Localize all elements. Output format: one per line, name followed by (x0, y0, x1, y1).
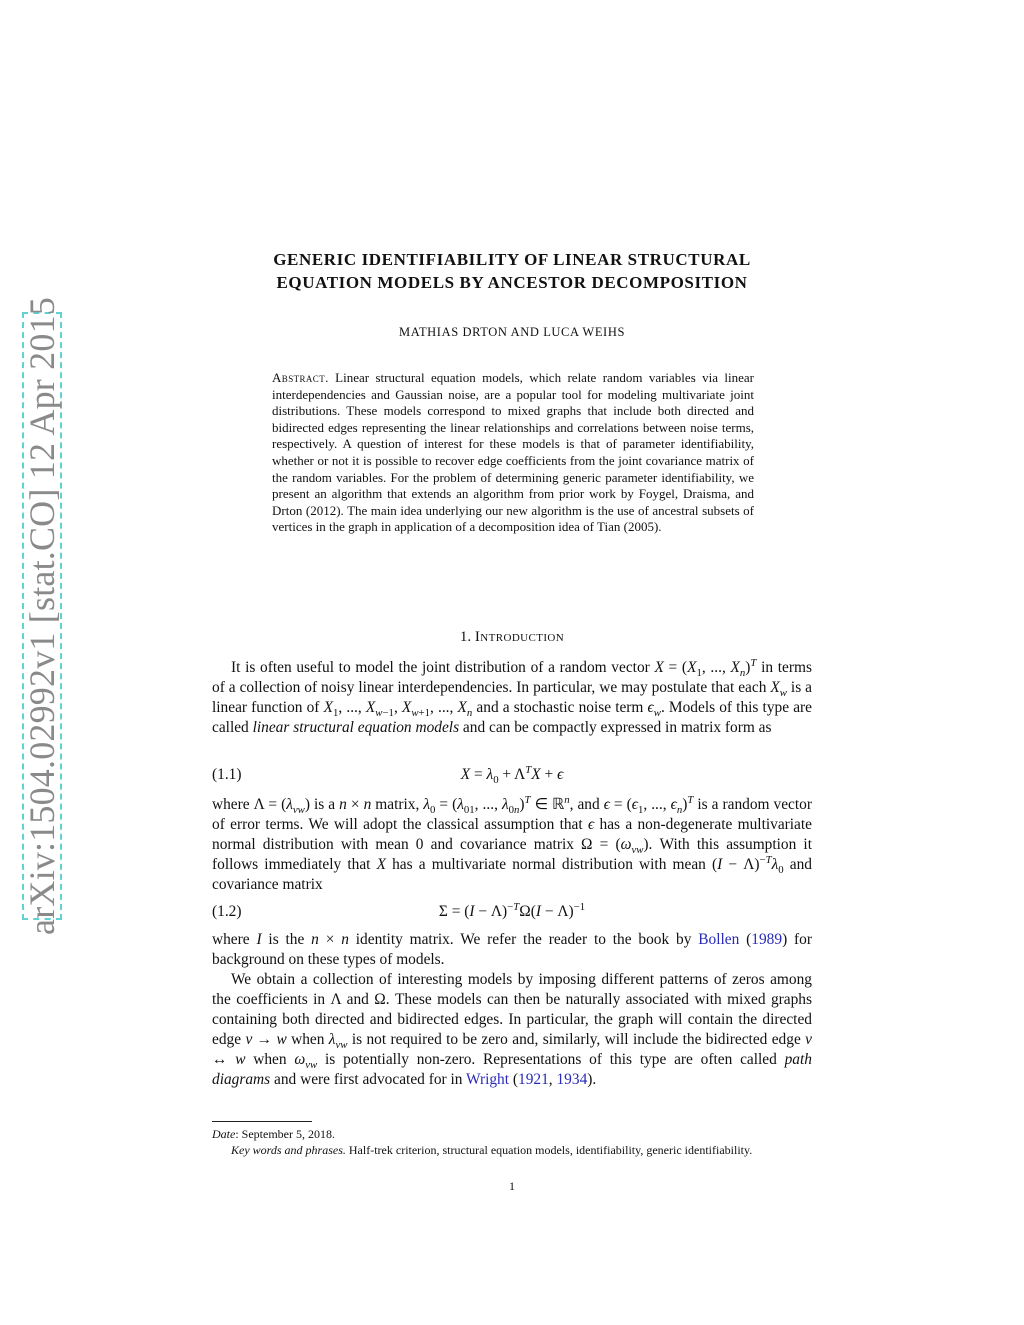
arxiv-identifier: arXiv:1504.02992v1 [stat.CO] 12 Apr 2015 (22, 297, 62, 935)
footnote-date: Date: September 5, 2018. (212, 1127, 335, 1141)
paper-title-line-2: EQUATION MODELS BY ANCESTOR DECOMPOSITION (276, 273, 748, 292)
paragraph-3: where I is the n × n identity matrix. We refer the reader to the book by Bollen (1989) for background on these types of models. (212, 931, 812, 968)
citation-link-bollen-year[interactable]: 1989 (751, 931, 783, 948)
paragraph-1: It is often useful to model the joint distribution of a random vector $X = (X_1$, ..., $X_n)^T$ in terms of a collection of noisy linear interdependencies. In particular, we may postulate that each $X_w$ is a linear function of $X_1$, ..., $X_{w-1}$, $X_{w+1}$, ..., $X_n$ and a stochastic noise term $\epsilon_w$. Models of this type are called linear structural equation models and can be compactly expressed in matrix form as (212, 656, 812, 736)
footnote-keywords-value: Half-trek criterion, structural equation models, identifiability, generic identifiability. (348, 1142, 753, 1157)
footnote-keywords-label: Key words and phrases. (231, 1142, 346, 1157)
citation-link-wright-1934[interactable]: 1934 (556, 1071, 588, 1088)
equation-number: (1.1) (212, 766, 242, 783)
paper-title-line-1: GENERIC IDENTIFIABILITY OF LINEAR STRUCTURAL (273, 250, 751, 269)
section-heading (200, 629, 824, 646)
equation-formula: $\Sigma = (I - \Lambda)^{-T}\Omega(I - \Lambda)^{-1}$ (438, 900, 586, 920)
citation-link-wright[interactable]: Wright (466, 1071, 510, 1088)
equation-1-2 (212, 900, 812, 925)
paragraph-2: where $\Lambda = (\lambda_{vw})$ is a n × n matrix, $\lambda_0 = (\lambda_{01}$, ..., $\lambda_{0n})^T$ ∈ ℝ$^n$, and $\epsilon = (\epsilon_1$, ..., $\epsilon_n)^T$ is a random vector of error terms. We will adopt the classical assumption that ϵ has a non-degenerate multivariate normal distribution with mean 0 and covariance matrix $\Omega = (\omega_{vw})$. With this assumption it follows immediately that X has a multivariate normal distribution with mean $(I - \Lambda)^{-T}\lambda_0$ and covariance matrix (212, 793, 812, 893)
arxiv-side-stamp (22, 297, 62, 935)
paragraph-4: We obtain a collection of interesting models by imposing different patterns of zeros among the coefficients in Λ and Ω. These models can then be naturally associated with mixed graphs containing both directed and bidirected edges. In particular, the graph will contain the directed edge v → w when $\lambda_{vw}$ is not required to be zero and, similarly, will include the bidirected edge v ↔ w when $\omega_{vw}$ is potentially non-zero. Representations of this type are often called path diagrams and were first advocated for in Wright (1921, 1934). (212, 971, 812, 1088)
page-number: 1 (509, 1179, 515, 1193)
citation-link-bollen[interactable]: Bollen (698, 931, 740, 948)
equation-number: (1.2) (212, 903, 242, 920)
footnote-date-value: September 5, 2018. (241, 1127, 335, 1141)
footnotes (212, 1127, 812, 1158)
section-title: Introduction (474, 629, 565, 645)
equation-formula: $X = \lambda_0 + \Lambda^TX + \epsilon$ (460, 763, 564, 787)
footnote-keywords (212, 1143, 812, 1159)
section-number: 1. (459, 629, 472, 645)
abstract (272, 370, 754, 536)
abstract-text: Linear structural equation models, which relate random variables via linear interdependencies and Gaussian noise, are a popular tool for modeling multivariate joint distributions. These models correspond to mixed graphs that include both directed and bidirected edges representing the linear relationships and correlations between noise terms, respectively. A question of interest for these models is that of parameter identifiability, whether or not it is possible to recover edge coefficients from the joint covariance matrix of the random variables. For the problem of determining generic parameter identifiability, we present an algorithm that extends an algorithm from prior work by Foygel, Draisma, and Drton (2012). The main idea underlying our new algorithm is the use of ancestral subsets of vertices in the graph in application of a decomposition idea of Tian (2005). (272, 370, 755, 535)
paper-authors: MATHIAS DRTON AND LUCA WEIHS (398, 325, 626, 339)
footnote-date-label: Date (212, 1127, 236, 1141)
footnote-divider (212, 1121, 312, 1122)
abstract-label: Abstract. (272, 370, 329, 385)
equation-1-1 (212, 763, 812, 788)
citation-link-wright-1921[interactable]: 1921 (518, 1071, 549, 1088)
